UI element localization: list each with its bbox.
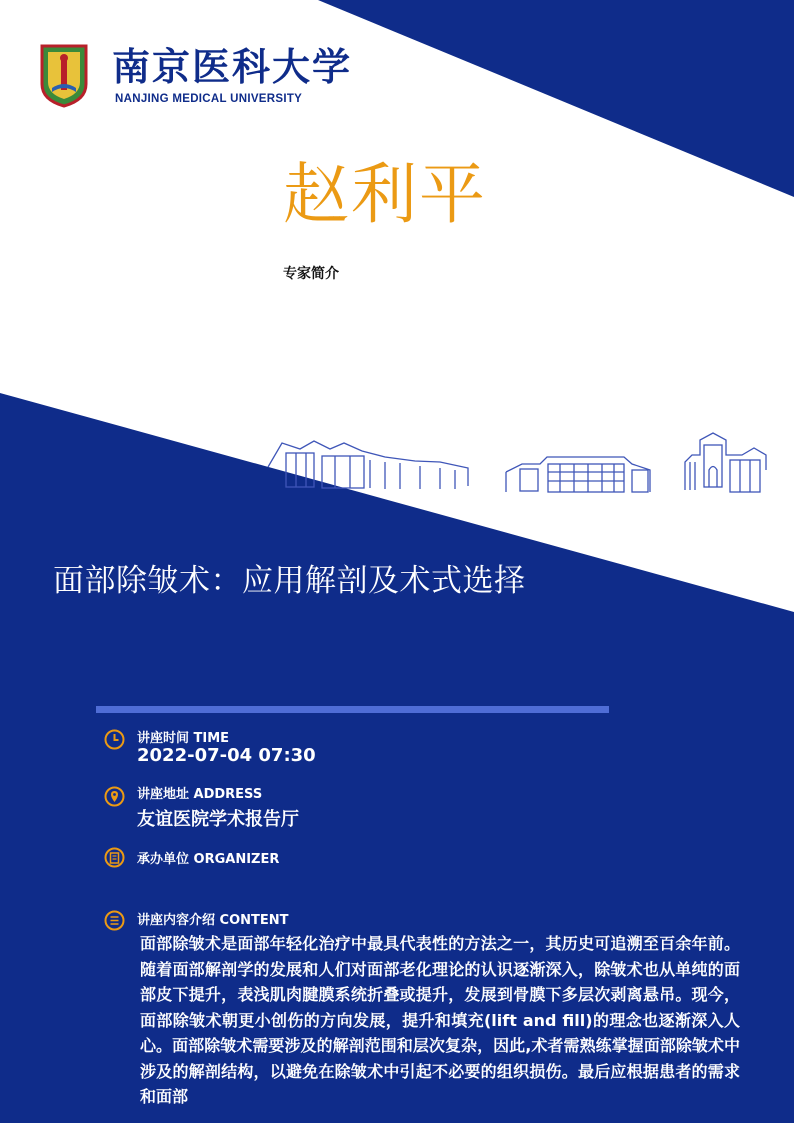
speaker-name: 赵利平: [283, 156, 487, 233]
university-name-cn: 南京医科大学: [112, 44, 353, 89]
time-label: 讲座时间 TIME: [137, 731, 230, 746]
university-emblem: [40, 44, 88, 108]
location-pin-icon: [103, 785, 126, 808]
section-divider: [96, 706, 609, 713]
content-label: 讲座内容介绍 CONTENT: [137, 913, 289, 928]
organizer-label: 承办单位 ORGANIZER: [137, 852, 280, 867]
speaker-intro-label: 专家简介: [283, 266, 339, 282]
clock-icon: [103, 728, 126, 751]
building-icon: [103, 846, 126, 869]
content-text: 面部除皱术是面部年轻化治疗中最具代表性的方法之一，其历史可追溯至百余年前。随着面部解剖学的发展和人们对面部老化理论的认识逐渐深入，除皱术也从单纯的面部皮下提升，表浅肌肉腱膜系统折叠或提升，发展到骨膜下多层次剥离悬吊。现今，面部除皱术朝更小创伤的方向发展，提升和填充(lift and fill)的理念也逐渐深入人心。面部除皱术需要涉及的解剖范围和层次复杂，因此,术者需熟练掌握面部除皱术中涉及的解剖结构，以避免在除皱术中引起不必要的组织损伤。最后应根据患者的需求和面部: [140, 934, 740, 1106]
document-list-icon: [103, 909, 126, 932]
lecture-title: 面部除皱术：应用解剖及术式选择: [53, 563, 526, 599]
time-value: 2022-07-04 07:30: [137, 745, 316, 766]
address-label: 讲座地址 ADDRESS: [137, 787, 263, 802]
campus-buildings-sketch: [268, 433, 766, 492]
university-name-en: NANJING MEDICAL UNIVERSITY: [115, 93, 303, 105]
address-value: 友谊医院学术报告厅: [137, 809, 299, 830]
